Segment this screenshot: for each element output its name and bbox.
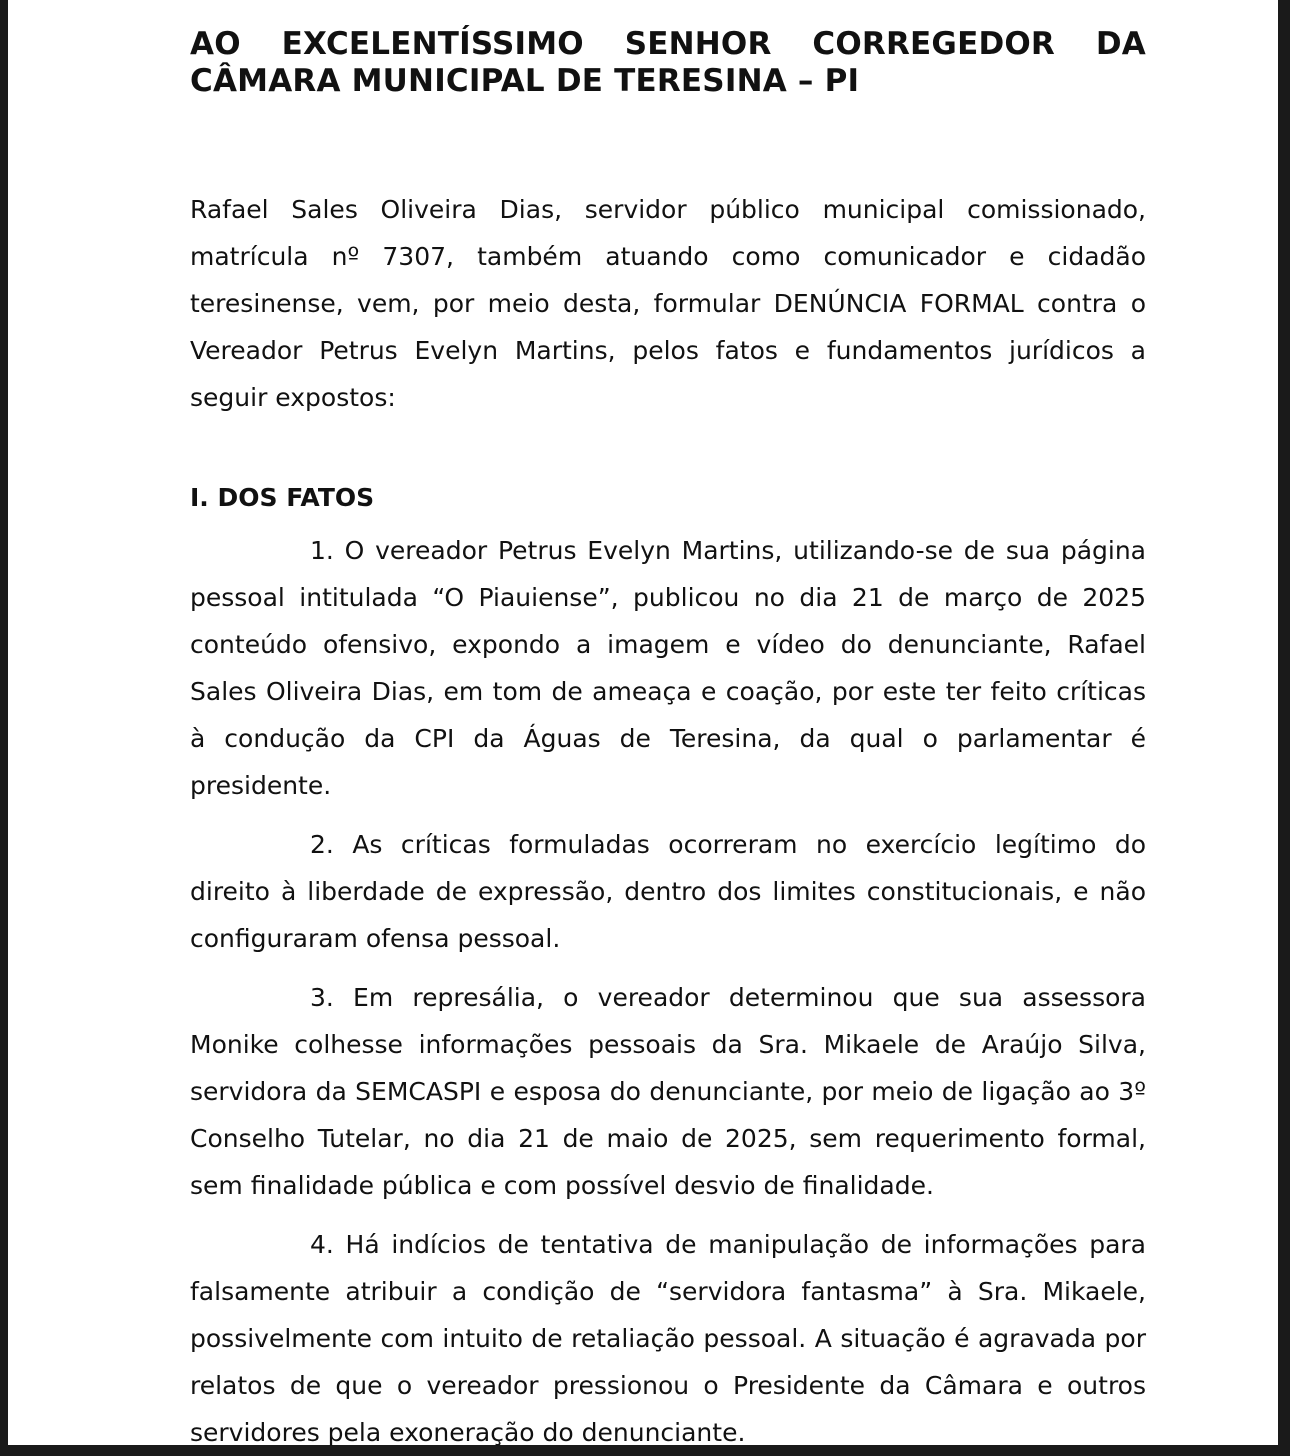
- fact-paragraph-4: 4. Há indícios de tentativa de manipulação de informações para falsamente atribuir a condição de “servidora fantasma” à Sra. Mikaele, possivelmente com intuito de retaliação pessoal. A situação é agravada por relatos de que o vereador pressionou o Presidente da Câmara e outros servidores pela exoneração do denunciante.: [190, 1230, 1146, 1447]
- section-heading: I. DOS FATOS: [190, 483, 375, 512]
- document-title: AO EXCELENTÍSSIMO SENHOR CORREGEDOR DA CÂMARA MUNICIPAL DE TERESINA – PI: [190, 26, 1146, 99]
- fact-paragraph-2: 2. As críticas formuladas ocorreram no exercício legítimo do direito à liberdade de expressão, dentro dos limites constitucionais, e não configuraram ofensa pessoal.: [190, 830, 1146, 953]
- intro-paragraph: Rafael Sales Oliveira Dias, servidor público municipal comissionado, matrícula nº 7307, também atuando como comunicador e cidadão teresinense, vem, por meio desta, formular DENÚNCIA FORMAL contra o Vereador Petrus Evelyn Martins, pelos fatos e fundamentos jurídicos a seguir expostos:: [190, 195, 1146, 412]
- fact-paragraph-3: 3. Em represália, o vereador determinou que sua assessora Monike colhesse informações pessoais da Sra. Mikaele de Araújo Silva, servidora da SEMCASPI e esposa do denunciante, por meio de ligação ao 3º Conselho Tutelar, no dia 21 de maio de 2025, sem requerimento formal, sem finalidade pública e com possível desvio de finalidade.: [190, 983, 1146, 1200]
- fact-paragraph-1: 1. O vereador Petrus Evelyn Martins, utilizando-se de sua página pessoal intitulada “O Piauiense”, publicou no dia 21 de março de 2025 conteúdo ofensivo, expondo a imagem e vídeo do denunciante, Rafael Sales Oliveira Dias, em tom de ameaça e coação, por este ter feito críticas à condução da CPI da Águas de Teresina, da qual o parlamentar é presidente.: [190, 536, 1146, 800]
- document-page: [8, 0, 1278, 1445]
